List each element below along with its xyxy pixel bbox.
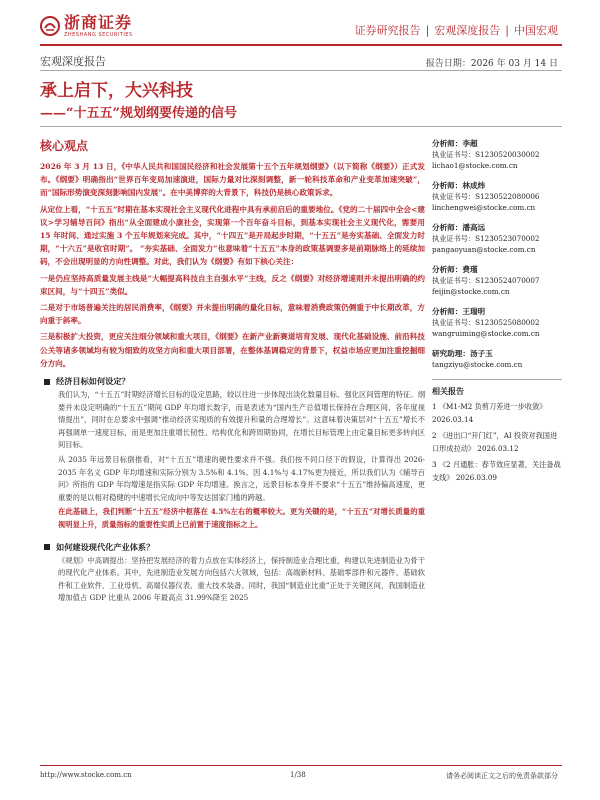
header-divider [40,44,562,46]
square-bullet-icon [44,379,50,385]
qa-question: 如何建设现代化产业体系？ [40,542,425,553]
related-divider [432,379,562,380]
core-paragraph-3: 一是仍应坚持高质量发展主线是“大幅提高科技自主自强水平”主线，反之《纲要》对经济增速则并未提出明确的约束区间，与“十四五”类似。 [40,273,425,296]
qa-question: 经济目标如何设定？ [40,376,425,387]
analyst-card: 分析师：李超 执业证书号：S1230520030002 lichao1@stocke.com.cn [432,138,562,171]
analyst-card: 分析师：王瑞明 执业证书号：S1230525080002 wangruiming@stocke.com.cn [432,306,562,339]
report-title: 承上启下，大兴科技 [40,81,193,101]
main-content [40,137,425,607]
related-report-link[interactable]: 1 《M1-M2 负剪刀差进一步收敛》 2026.03.14 [432,402,547,424]
qa-industry-system [40,542,425,605]
footer-website-link[interactable]: http://www.stocke.com.cn [40,771,132,779]
nav-item-research: 证券研究报告 [354,24,421,37]
analyst-card: 分析师：费瑾 执业证书号：S1230524070007 feijin@stocke.com.cn [432,264,562,297]
analyst-email[interactable]: pangaoyuan@stocke.com.cn [432,245,536,254]
page-number: 1/38 [290,771,306,779]
qa-answer-3: 在此基础上，我们判断“十五五”经济中枢落在 4.5%左右的概率较大。更为关键的是，“十五五”对增长质量的重视明显上升，质量指标的重要性实质上已前置于速度指标之上。 [58,507,425,529]
analyst-card: 分析师：潘高远 执业证书号：S1230523070002 pangaoyuan@stocke.com.cn [432,222,562,255]
core-paragraph-2: 从定位上看，“十五五”时期在基本实现社会主义现代化进程中具有承前启后的重要地位。《党的二十届四中全会<建议>学习辅导百问》指出“从全面建成小康社会，实现第一个百年奋斗目标，到基本实现社会主义现代化，需要用 15 年时间、通过实施 3 个五年规划来完成。其中，“十四五”是开局起步时期，“十五五”是夯实基础、全面发力时期，“十六五”是收官时期”。 “夯实基础、全面发力”也意味着“十五五”本身的政策基调要多是前期脉络上的延续加码，不会出现明显的方向性调整。对此，我们认为《纲要》有如下核心关注： [40,204,425,267]
qa-answer-2: 从 2035 年远景目标倒推看，对“十五五”增速的硬性要求并不强。我们按不同口径下的假设，计算得出 2026-2035 年名义 GDP 年均增速和实际分别为 3.5%和 4.1%。因 4.1%与 4.17%更为接近，所以我们认为《辅导百问》所指的 GDP 年均增速是指实际 GDP 年均增速。换言之，远景目标本身并不要求“十五五”维持偏高速度，更重要的是以相对稳健的中速增长完成向中等发达国家门槛的跨越。 [58,455,425,502]
nav-item-macro-deep: 宏观深度报告 [434,24,501,37]
report-type: 宏观深度报告 [40,55,106,68]
logo-mark-icon [40,16,60,36]
related-report-link[interactable]: 2 《进出口“开门红”，AI 投资对我国进口形成拉动》 2026.03.12 [432,431,558,453]
analyst-email[interactable]: wangruiming@stocke.com.cn [432,329,540,338]
qa-growth-target [40,376,425,532]
logo-text-en: ZHESHANG SECURITIES [64,32,133,38]
analyst-email[interactable]: feijin@stocke.com.cn [432,287,510,296]
analyst-card: 分析师：林成炜 执业证书号：S1230522080006 linchengwei@stocke.com.cn [432,180,562,213]
related-report-link[interactable]: 3 《2 月通胀：春节效应显著，关注备战支线》 2026.03.09 [432,460,561,482]
logo-text-cn: 浙商证券 [64,13,133,32]
subtitle-divider [40,126,562,127]
core-paragraph-5: 三是积极扩大投资，更应关注细分领域和重大项目，《纲要》在新产业新赛道培育发展、现代化基础设施、前沿科技公关等诸多领域均有较为细致的攻坚方向和重大项目部署，在整体基调稳定的背景下，权益市场应更加注重挖掘细分方向。 [40,332,425,368]
report-category-nav: 证券研究报告 | 宏观深度报告 | 中国宏观 [354,24,558,37]
nav-item-china-macro: 中国宏观 [514,24,558,37]
analyst-email[interactable]: lichao1@stocke.com.cn [432,161,518,170]
qa-answer-1: 《规划》中高调提出：坚持把发展经济的着力点放在实体经济上，保持制造业合理比重，构建以先进制造业为骨干的现代化产业体系。其中，先进制造业发展方向包括六大领域，包括：高端新材料、基础零部件和元器件、基础软件和工业软件、工业母机、高端仪器仪表、重大技术装备。同时，我国“制造业比重”正处于关键区间，我国制造业增加值占 GDP 比重从 2006 年最高点 31.99%降至 2025 [58,555,425,603]
related-heading: 相关报告 [432,386,464,396]
researcher-card: 研究助理：汤子玉 tangziyu@stocke.com.cn [432,348,562,370]
square-bullet-icon [44,544,50,550]
company-logo [40,14,133,38]
report-subtitle: ——“十五五”规划纲要传递的信号 [40,106,237,121]
researcher-email[interactable]: tangziyu@stocke.com.cn [432,360,523,369]
qa-answer-1: 我们认为，“十五五”时期经济增长目标的设定思路，较以往进一步体现出淡化数量目标、强化区间管理的特征。纲要并未设定明确的“十五五”期间 GDP 年均增长数字，而是表述为“国内生产总值增长保持在合理区间、各年度视情提出”，同时在总要求中强调“推动经济实现质的有效提升和量的合理增长”。这意味着决策层对“十五五”增长不再强调单一速度目标，而是更加注重增长韧性、结构优化和跨周期协同，在增长目标管理上由定量目标更多转向区间目标。 [58,390,425,450]
core-paragraph-1: 2026 年 3 月 13 日，《中华人民共和国国民经济和社会发展第十五个五年规划纲要》（以下简称《纲要》）正式发布。《纲要》明确指出“世界百年变局加速演进，国际力量对比深刻调整，新一轮科技革命和产业变革加速突破”，而“国际形势演变深刻影响国内发展”。在中美博弈的大背景下，科技仍是核心政策诉求。 [40,162,425,198]
title-divider [40,70,562,71]
core-heading: 核心观点 [40,139,89,153]
sidebar [432,138,562,487]
report-date: 报告日期：2026 年 03 月 14 日 [425,59,558,69]
footer-divider [40,765,562,766]
analyst-email[interactable]: linchengwei@stocke.com.cn [432,203,536,212]
footer-disclaimer: 请务必阅读正文之后的免责条款部分 [446,772,558,780]
core-paragraph-4: 二是对于市场普遍关注的居民消费率，《纲要》并未提出明确的量化目标，意味着消费政策仍侧重于中长期改革，方向重于斜率。 [40,303,425,326]
